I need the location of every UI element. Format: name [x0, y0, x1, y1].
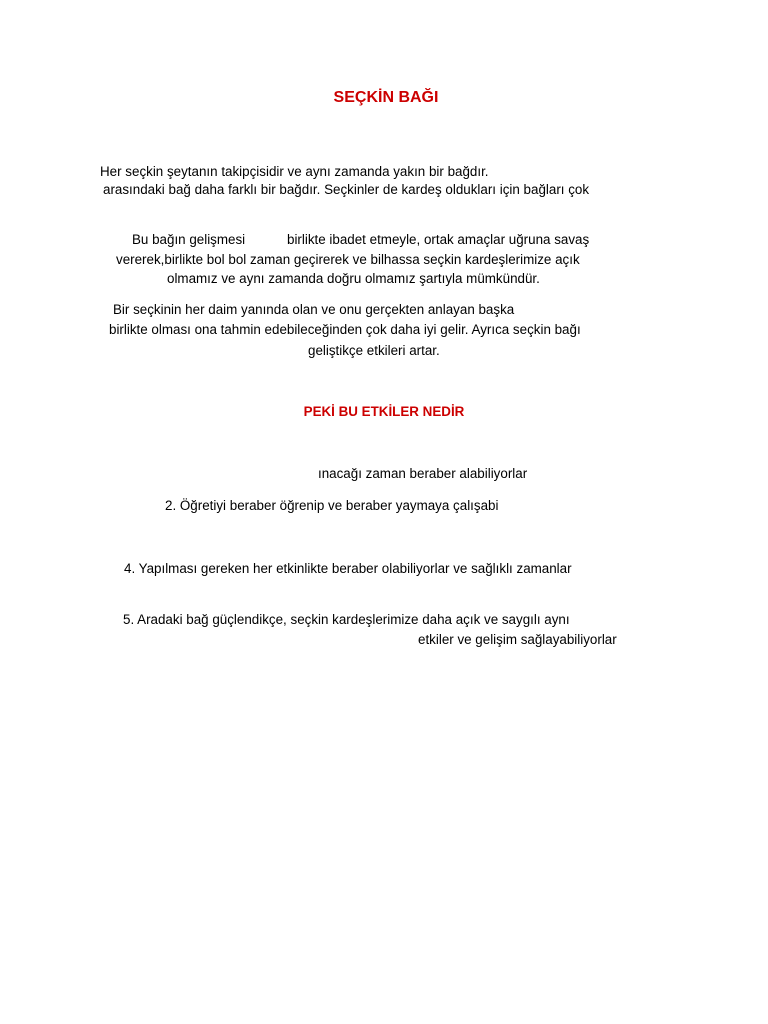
paragraph-3-line-2: birlikte olması ona tahmin edebileceğinden çok daha iyi gelir. Ayrıca seçkin bağı	[109, 322, 581, 337]
paragraph-2-line-1a: Bu bağın gelişmesi	[132, 232, 246, 247]
list-item-2: 2. Öğretiyi beraber öğrenip ve beraber yaymaya çalışabi	[165, 498, 499, 513]
document-title: SEÇKİN BAĞI	[333, 89, 439, 106]
paragraph-1-line-1: Her seçkin şeytanın takipçisidir ve aynı zamanda yakın bir bağdır.	[100, 164, 489, 179]
list-item-4: 4. Yapılması gereken her etkinlikte beraber olabiliyorlar ve sağlıklı zamanlar	[124, 561, 572, 576]
list-item-5-line-2: etkiler ve gelişim sağlayabiliyorlar	[418, 632, 617, 647]
paragraph-2-line-3: olmamız ve aynı zamanda doğru olmamız şartıyla mümkündür.	[167, 271, 540, 286]
paragraph-2-line-2: vererek,birlikte bol bol zaman geçirerek ve bilhassa seçkin kardeşlerimize açık	[116, 252, 580, 267]
list-item-1: ınacağı zaman beraber alabiliyorlar	[318, 466, 528, 481]
paragraph-3-line-1: Bir seçkinin her daim yanında olan ve onu gerçekten anlayan başka	[113, 302, 515, 317]
paragraph-3-line-3: geliştikçe etkileri artar.	[308, 343, 440, 358]
section-heading: PEKİ BU ETKİLER NEDİR	[303, 404, 465, 419]
paragraph-1-line-2: arasındaki bağ daha farklı bir bağdır. Seçkinler de kardeş oldukları için bağları çok	[103, 182, 590, 197]
list-item-5-line-1: 5. Aradaki bağ güçlendikçe, seçkin kardeşlerimize daha açık ve saygılı aynı	[123, 612, 570, 627]
paragraph-2-line-1b: birlikte ibadet etmeyle, ortak amaçlar uğruna savaş	[287, 232, 590, 247]
